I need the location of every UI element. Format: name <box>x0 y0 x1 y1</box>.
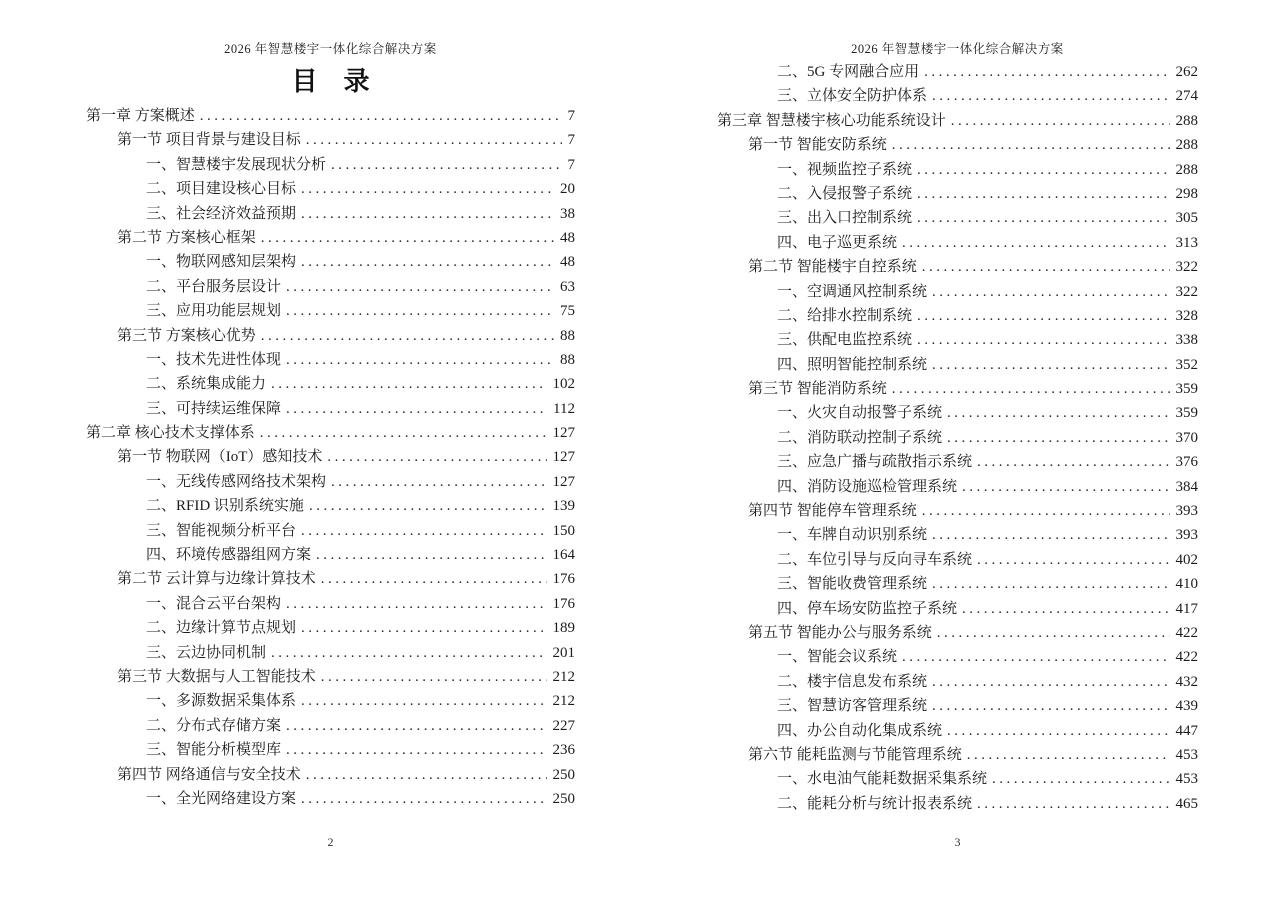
toc-entry <box>86 592 575 616</box>
toc-dot-leader <box>932 694 1169 718</box>
toc-entry <box>717 548 1198 572</box>
toc-entries <box>86 104 575 811</box>
toc-entry-label: 一、物联网感知层架构 <box>146 254 297 271</box>
toc-entry-label: 三、社会经济效益预期 <box>146 205 297 222</box>
toc-entry-label: 四、环境传感器组网方案 <box>146 547 312 564</box>
toc-entry-page: 212 <box>552 668 575 685</box>
toc-entry-page: 328 <box>1175 307 1198 324</box>
toc-entry <box>717 231 1198 255</box>
toc-entry-page: 298 <box>1175 185 1198 202</box>
toc-entry-page: 359 <box>1175 381 1198 398</box>
toc-dot-leader <box>932 670 1169 694</box>
toc-entry-page: 250 <box>552 790 575 807</box>
toc-entry <box>717 499 1198 523</box>
toc-entry <box>717 60 1198 84</box>
toc-entry-label: 一、全光网络建设方案 <box>146 790 297 807</box>
toc-dot-leader <box>962 475 1169 499</box>
toc-entry-label: 二、消防联动控制子系统 <box>777 429 943 446</box>
toc-dot-leader <box>932 353 1169 377</box>
toc-entry <box>86 104 575 128</box>
toc-entry <box>86 714 575 738</box>
toc-entry-label: 二、车位引导与反向寻车系统 <box>777 551 973 568</box>
toc-dot-leader <box>286 299 554 323</box>
toc-page-left <box>86 0 575 900</box>
toc-entry-page: 201 <box>552 644 575 661</box>
toc-entry <box>86 250 575 274</box>
toc-entry-page: 384 <box>1175 478 1198 495</box>
toc-entry-page: 127 <box>552 449 575 466</box>
toc-entry <box>717 475 1198 499</box>
toc-entry <box>717 304 1198 328</box>
toc-entry <box>86 665 575 689</box>
toc-entry-label: 三、智能收费管理系统 <box>777 576 928 593</box>
running-header: 2026 年智慧楼宇一体化综合解决方案 <box>224 42 437 56</box>
toc-entry-label: 二、能耗分析与统计报表系统 <box>777 795 973 812</box>
toc-entry-label: 一、多源数据采集体系 <box>146 693 297 710</box>
toc-entry-page: 150 <box>552 522 575 539</box>
toc-entry-page: 139 <box>552 498 575 515</box>
toc-dot-leader <box>327 445 546 469</box>
toc-dot-leader <box>301 177 554 201</box>
toc-dot-leader <box>286 397 547 421</box>
toc-entry <box>717 133 1198 157</box>
toc-entry-label: 第四节 网络通信与安全技术 <box>117 766 301 783</box>
toc-entry <box>86 348 575 372</box>
toc-entry-label: 第三节 大数据与人工智能技术 <box>117 668 316 685</box>
toc-entry <box>86 153 575 177</box>
toc-dot-leader <box>917 328 1169 352</box>
toc-dot-leader <box>962 597 1169 621</box>
toc-entry-page: 7 <box>567 132 575 149</box>
toc-entry <box>717 694 1198 718</box>
toc-entry-page: 176 <box>552 571 575 588</box>
toc-entry-label: 二、边缘计算节点规划 <box>146 620 297 637</box>
toc-dot-leader <box>271 641 546 665</box>
toc-entry-page: 127 <box>552 425 575 442</box>
toc-entry-page: 352 <box>1175 356 1198 373</box>
toc-entry <box>717 109 1198 133</box>
toc-entry <box>86 397 575 421</box>
toc-dot-leader <box>932 572 1169 596</box>
toc-entry <box>86 226 575 250</box>
toc-entry-label: 一、水电油气能耗数据采集系统 <box>777 771 988 788</box>
toc-entry-page: 236 <box>552 742 575 759</box>
toc-entry-page: 38 <box>560 205 575 222</box>
toc-entry <box>86 202 575 226</box>
toc-entry <box>717 621 1198 645</box>
toc-entry-label: 第六节 能耗监测与节能管理系统 <box>748 746 962 763</box>
toc-entry-page: 250 <box>552 766 575 783</box>
toc-dot-leader <box>992 767 1169 791</box>
toc-dot-leader <box>937 621 1170 645</box>
page-number: 3 <box>954 835 961 849</box>
toc-entry <box>717 572 1198 596</box>
toc-entry <box>86 128 575 152</box>
toc-dot-leader <box>902 231 1169 255</box>
toc-entry-page: 75 <box>560 303 575 320</box>
toc-entry <box>86 275 575 299</box>
toc-dot-leader <box>286 275 554 299</box>
toc-dot-leader <box>892 377 1170 401</box>
toc-entry-label: 一、火灾自动报警子系统 <box>777 405 943 422</box>
toc-entry <box>86 177 575 201</box>
toc-entry <box>717 523 1198 547</box>
toc-dot-leader <box>917 182 1169 206</box>
toc-entry-label: 一、智慧楼宇发展现状分析 <box>146 156 327 173</box>
toc-entry-label: 第二章 核心技术支撑体系 <box>86 425 255 442</box>
toc-entry-page: 127 <box>552 473 575 490</box>
toc-entry <box>717 328 1198 352</box>
toc-dot-leader <box>286 714 546 738</box>
toc-entry-label: 二、RFID 识别系统实施 <box>146 498 304 515</box>
toc-entry-page: 63 <box>560 278 575 295</box>
toc-entry-page: 274 <box>1175 88 1198 105</box>
toc-entry-page: 338 <box>1175 332 1198 349</box>
toc-entry <box>86 616 575 640</box>
toc-entry-page: 88 <box>560 351 575 368</box>
toc-entry-page: 393 <box>1175 527 1198 544</box>
toc-entry-label: 三、可持续运维保障 <box>146 400 282 417</box>
toc-entry <box>86 689 575 713</box>
toc-entry <box>86 763 575 787</box>
toc-entry-label: 三、云边协同机制 <box>146 644 267 661</box>
toc-entry-label: 第一节 项目背景与建设目标 <box>117 132 301 149</box>
toc-entry <box>86 372 575 396</box>
toc-entry-page: 262 <box>1175 64 1198 80</box>
toc-entry <box>717 670 1198 694</box>
toc-entry-label: 第一节 物联网（IoT）感知技术 <box>117 449 323 466</box>
running-header: 2026 年智慧楼宇一体化综合解决方案 <box>851 42 1064 56</box>
toc-dot-leader <box>917 158 1169 182</box>
toc-entry-label: 第三节 智能消防系统 <box>748 381 887 398</box>
toc-entry-page: 288 <box>1175 161 1198 178</box>
toc-entry-label: 四、办公自动化集成系统 <box>777 722 943 739</box>
toc-entries <box>717 60 1198 816</box>
toc-entry-label: 三、智能分析模型库 <box>146 742 282 759</box>
toc-entry-page: 20 <box>560 181 575 198</box>
toc-dot-leader <box>951 109 1170 133</box>
toc-dot-leader <box>932 84 1169 108</box>
toc-entry <box>717 645 1198 669</box>
toc-entry <box>717 377 1198 401</box>
toc-entry <box>86 567 575 591</box>
toc-entry-page: 305 <box>1175 210 1198 227</box>
toc-entry-label: 二、系统集成能力 <box>146 376 267 393</box>
toc-entry <box>86 494 575 518</box>
toc-entry <box>717 743 1198 767</box>
toc-entry-label: 第五节 智能办公与服务系统 <box>748 624 932 641</box>
toc-entry <box>86 641 575 665</box>
toc-entry <box>86 543 575 567</box>
toc-entry-label: 四、停车场安防监控子系统 <box>777 600 958 617</box>
toc-entry-label: 第二节 智能楼宇自控系统 <box>748 259 917 276</box>
toc-dot-leader <box>271 372 546 396</box>
toc-entry-page: 189 <box>552 620 575 637</box>
toc-dot-leader <box>932 280 1169 304</box>
toc-entry-page: 112 <box>553 400 575 417</box>
toc-dot-leader <box>947 401 1169 425</box>
toc-entry-label: 第二节 云计算与边缘计算技术 <box>117 571 316 588</box>
toc-entry-label: 四、电子巡更系统 <box>777 234 898 251</box>
toc-entry-page: 410 <box>1175 576 1198 593</box>
toc-entry-page: 288 <box>1175 137 1198 154</box>
toc-entry-page: 402 <box>1175 551 1198 568</box>
toc-entry-label: 三、智慧访客管理系统 <box>777 698 928 715</box>
toc-entry <box>86 324 575 348</box>
toc-dot-leader <box>321 665 547 689</box>
toc-entry <box>717 182 1198 206</box>
toc-dot-leader <box>286 738 546 762</box>
toc-entry <box>86 787 575 811</box>
toc-dot-leader <box>301 616 546 640</box>
toc-entry <box>717 353 1198 377</box>
toc-entry <box>717 206 1198 230</box>
toc-entry-page: 322 <box>1175 259 1198 276</box>
toc-entry-page: 48 <box>560 229 575 246</box>
toc-entry-page: 376 <box>1175 454 1198 471</box>
toc-dot-leader <box>331 153 561 177</box>
toc-dot-leader <box>301 519 546 543</box>
toc-page-right <box>717 0 1198 900</box>
toc-entry-label: 第一节 智能安防系统 <box>748 137 887 154</box>
toc-entry-page: 432 <box>1175 673 1198 690</box>
toc-entry-page: 453 <box>1175 771 1198 788</box>
toc-title: 目 录 <box>291 67 370 96</box>
toc-entry-label: 三、应急广播与疏散指示系统 <box>777 454 973 471</box>
toc-entry-page: 422 <box>1175 624 1198 641</box>
toc-entry-page: 88 <box>560 327 575 344</box>
toc-entry-page: 313 <box>1175 234 1198 251</box>
toc-entry-page: 227 <box>552 717 575 734</box>
toc-entry-label: 三、应用功能层规划 <box>146 303 282 320</box>
toc-entry-label: 第二节 方案核心框架 <box>117 229 256 246</box>
toc-entry-page: 393 <box>1175 503 1198 520</box>
toc-entry-page: 48 <box>560 254 575 271</box>
toc-dot-leader <box>902 645 1169 669</box>
toc-entry <box>86 519 575 543</box>
toc-dot-leader <box>261 324 554 348</box>
toc-entry-page: 465 <box>1175 795 1198 812</box>
toc-entry-label: 第四节 智能停车管理系统 <box>748 503 917 520</box>
toc-dot-leader <box>932 523 1169 547</box>
toc-entry-label: 一、无线传感网络技术架构 <box>146 473 327 490</box>
toc-entry-label: 一、智能会议系统 <box>777 649 898 666</box>
toc-entry-label: 三、立体安全防护体系 <box>777 88 928 105</box>
toc-dot-leader <box>977 548 1169 572</box>
toc-dot-leader <box>306 763 547 787</box>
toc-entry <box>86 421 575 445</box>
toc-dot-leader <box>301 689 546 713</box>
toc-entry <box>86 445 575 469</box>
toc-dot-leader <box>922 255 1170 279</box>
toc-dot-leader <box>301 202 554 226</box>
page-number: 2 <box>327 835 334 849</box>
toc-dot-leader <box>967 743 1170 767</box>
toc-entry-page: 102 <box>552 376 575 393</box>
toc-entry-page: 359 <box>1175 405 1198 422</box>
toc-dot-leader <box>309 494 547 518</box>
toc-entry-label: 四、消防设施巡检管理系统 <box>777 478 958 495</box>
toc-entry <box>717 255 1198 279</box>
toc-entry <box>717 450 1198 474</box>
toc-entry-page: 453 <box>1175 746 1198 763</box>
toc-entry <box>86 299 575 323</box>
toc-entry-page: 417 <box>1175 600 1198 617</box>
toc-entry <box>717 158 1198 182</box>
toc-entry-label: 二、5G 专网融合应用 <box>777 64 920 80</box>
toc-dot-leader <box>924 60 1169 84</box>
toc-entry-label: 第三章 智慧楼宇核心功能系统设计 <box>717 112 946 129</box>
toc-entry-label: 三、出入口控制系统 <box>777 210 913 227</box>
toc-entry-label: 第一章 方案概述 <box>86 108 195 124</box>
toc-dot-leader <box>301 787 546 811</box>
toc-entry-label: 二、分布式存储方案 <box>146 717 282 734</box>
toc-entry-label: 一、车牌自动识别系统 <box>777 527 928 544</box>
toc-entry-label: 二、楼宇信息发布系统 <box>777 673 928 690</box>
toc-entry <box>717 426 1198 450</box>
toc-entry <box>86 470 575 494</box>
toc-entry-label: 一、空调通风控制系统 <box>777 283 928 300</box>
toc-dot-leader <box>947 719 1169 743</box>
toc-entry <box>717 597 1198 621</box>
toc-entry-page: 288 <box>1175 112 1198 129</box>
toc-entry-label: 第三节 方案核心优势 <box>117 327 256 344</box>
toc-entry-page: 322 <box>1175 283 1198 300</box>
toc-entry <box>717 84 1198 108</box>
toc-dot-leader <box>331 470 546 494</box>
toc-dot-leader <box>260 421 547 445</box>
toc-entry <box>717 719 1198 743</box>
toc-dot-leader <box>306 128 562 152</box>
toc-entry-label: 二、给排水控制系统 <box>777 307 913 324</box>
toc-entry <box>717 792 1198 816</box>
toc-entry-label: 一、混合云平台架构 <box>146 595 282 612</box>
toc-dot-leader <box>321 567 547 591</box>
toc-entry-page: 447 <box>1175 722 1198 739</box>
toc-entry-label: 一、视频监控子系统 <box>777 161 913 178</box>
toc-dot-leader <box>261 226 554 250</box>
toc-entry-label: 二、项目建设核心目标 <box>146 181 297 198</box>
toc-entry <box>86 738 575 762</box>
toc-dot-leader <box>286 592 546 616</box>
toc-entry-page: 7 <box>567 108 575 124</box>
toc-dot-leader <box>947 426 1169 450</box>
toc-entry-page: 164 <box>552 547 575 564</box>
toc-entry-page: 370 <box>1175 429 1198 446</box>
toc-entry-page: 212 <box>552 693 575 710</box>
toc-entry-label: 三、智能视频分析平台 <box>146 522 297 539</box>
toc-entry-label: 三、供配电监控系统 <box>777 332 913 349</box>
toc-entry-page: 422 <box>1175 649 1198 666</box>
toc-dot-leader <box>977 450 1169 474</box>
toc-dot-leader <box>917 206 1169 230</box>
toc-entry-label: 二、平台服务层设计 <box>146 278 282 295</box>
toc-entry-page: 439 <box>1175 698 1198 715</box>
toc-entry <box>717 401 1198 425</box>
toc-dot-leader <box>200 104 562 128</box>
toc-dot-leader <box>917 304 1169 328</box>
toc-dot-leader <box>977 792 1169 816</box>
toc-entry-label: 二、入侵报警子系统 <box>777 185 913 202</box>
toc-entry-page: 7 <box>567 156 575 173</box>
toc-dot-leader <box>892 133 1170 157</box>
toc-dot-leader <box>286 348 554 372</box>
toc-entry-label: 四、照明智能控制系统 <box>777 356 928 373</box>
toc-dot-leader <box>301 250 554 274</box>
toc-entry <box>717 767 1198 791</box>
toc-entry <box>717 280 1198 304</box>
toc-dot-leader <box>316 543 546 567</box>
toc-entry-label: 一、技术先进性体现 <box>146 351 282 368</box>
toc-entry-page: 176 <box>552 595 575 612</box>
toc-dot-leader <box>922 499 1170 523</box>
